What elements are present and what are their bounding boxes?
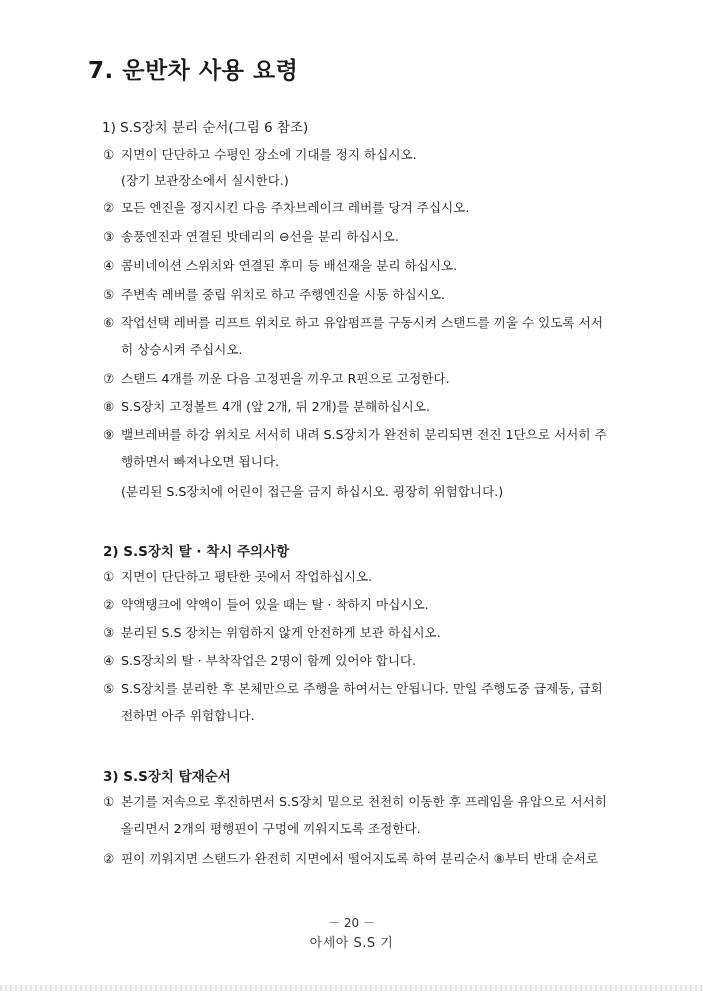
item-text: 주변속 레버를 중립 위치로 하고 주행엔진을 시동 하십시오. — [121, 287, 445, 302]
company-name: 아세아 S.S 기 — [309, 936, 394, 951]
list-item — [103, 223, 663, 250]
item-number: ⑥ — [103, 315, 115, 330]
item-text: 본기를 저속으로 후진하면서 S.S장치 밑으로 천천히 이동한 후 프레임을 유압으로 서서히 — [121, 794, 607, 809]
list-item — [103, 194, 663, 221]
item-number: ⑤ — [103, 681, 115, 696]
section-2-heading: 2) S.S장치 탈 · 착시 주의사항 — [103, 544, 290, 560]
list-item — [103, 141, 663, 168]
item-number: ② — [103, 597, 115, 612]
list-item — [103, 309, 663, 363]
list-item — [103, 281, 663, 308]
item-number: ⑦ — [103, 371, 115, 386]
item-text: 분리된 S.S 장치는 위험하지 않게 안전하게 보관 하십시오. — [121, 625, 441, 640]
item-text: 지면이 단단하고 평탄한 곳에서 작업하십시오. — [121, 569, 373, 584]
list-item — [103, 563, 663, 590]
item-text-continued: 전하면 아주 위험합니다. — [121, 708, 255, 723]
list-item — [103, 252, 663, 279]
page-number: － 20 － — [328, 916, 375, 930]
item-number: ① — [103, 794, 115, 809]
item-text-continued: 히 상승시켜 주십시오. — [121, 342, 243, 357]
item-number: ③ — [103, 625, 115, 640]
list-item — [103, 619, 663, 646]
item-text: 밸브레버를 하강 위치로 서서히 내려 S.S장치가 완전히 분리되면 전진 1단으로 서서히 주 — [121, 427, 607, 442]
item-text: 모든 엔진을 정지시킨 다음 주차브레이크 레버를 당겨 주십시오. — [121, 200, 470, 215]
item-number: ④ — [103, 653, 115, 668]
item-text: 지면이 단단하고 수평인 장소에 기대를 정지 하십시오. — [121, 147, 417, 162]
item-number: ⑤ — [103, 287, 115, 302]
item-number: ⑨ — [103, 427, 115, 442]
item-text: 약액탱크에 약액이 들어 있을 때는 탈 · 착하지 마십시오. — [121, 597, 429, 612]
item-text: 스탠드 4개를 끼운 다음 고정핀을 끼우고 R핀으로 고정한다. — [121, 371, 450, 386]
scan-edge-artifact — [0, 985, 703, 991]
item-text: S.S장치 고정볼트 4개 (앞 2개, 뒤 2개)를 분해하십시오. — [121, 399, 430, 414]
item-number: ① — [103, 147, 115, 162]
list-item — [103, 845, 663, 872]
item-number: ② — [103, 851, 115, 866]
section-1-heading: 1) S.S장치 분리 순서(그림 6 참조) — [102, 120, 309, 136]
item-number: ② — [103, 200, 115, 215]
list-item — [103, 393, 663, 420]
section-3-heading: 3) S.S장치 탑재순서 — [103, 769, 231, 785]
list-item — [103, 675, 663, 729]
item-text: S.S장치의 탈 · 부착작업은 2명이 함께 있어야 합니다. — [121, 653, 417, 668]
page-title: 7. 운반차 사용 요령 — [88, 58, 299, 84]
item-text: 송풍엔진과 연결된 밧데리의 ⊖선을 분리 하십시오. — [121, 229, 399, 244]
item-text: 작업선택 레버를 리프트 위치로 하고 유압펌프를 구동시켜 스탠드를 끼울 수 있도록 서서 — [121, 315, 603, 330]
list-item — [103, 421, 663, 475]
item-number: ① — [103, 569, 115, 584]
item-number: ⑧ — [103, 399, 115, 414]
item-number: ③ — [103, 229, 115, 244]
list-item — [103, 788, 663, 842]
item-note: (장기 보관장소에서 실시한다.) — [121, 173, 289, 188]
item-note: (분리된 S.S장치에 어린이 접근을 금지 하십시오. 굉장히 위험합니다.) — [121, 484, 504, 499]
list-item — [103, 365, 663, 392]
item-text: 핀이 끼워지면 스탠드가 완전히 지면에서 떨어지도록 하여 분리순서 ⑧부터 반대 순서로 — [121, 851, 599, 866]
item-text-continued: 올리면서 2개의 평행핀이 구멍에 끼워지도록 조정한다. — [121, 821, 421, 836]
list-item — [103, 647, 663, 674]
list-item — [103, 591, 663, 618]
item-text: 콤비네이션 스위치와 연결된 후미 등 배선재을 분리 하십시오. — [121, 258, 458, 273]
item-number: ④ — [103, 258, 115, 273]
item-text-continued: 행하면서 빠져나오면 됩니다. — [121, 454, 279, 469]
item-text: S.S장치를 분리한 후 본체만으로 주행을 하여서는 안됩니다. 만일 주행도중 급제동, 급회 — [121, 681, 603, 696]
